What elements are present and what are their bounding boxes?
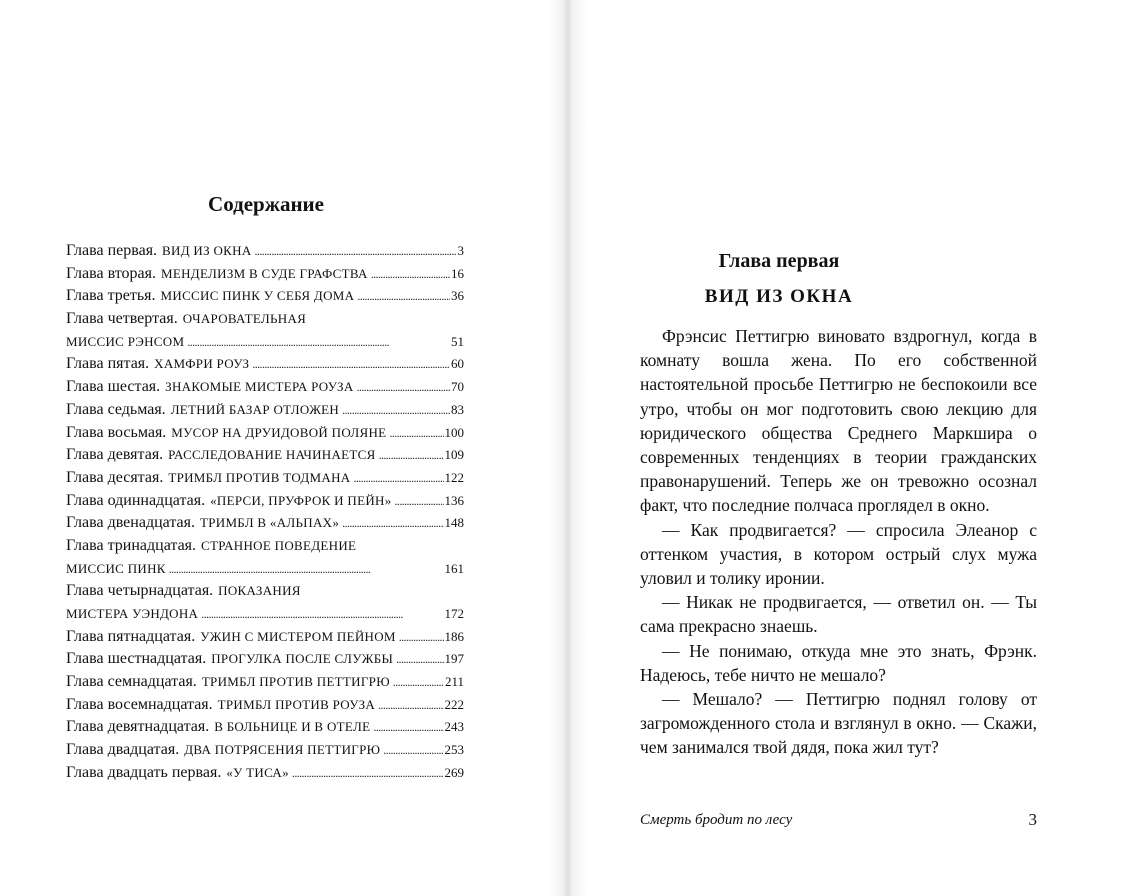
toc-chapter-label: Глава седьмая. bbox=[66, 400, 166, 418]
toc-chapter-label: Глава шестнадцатая. bbox=[66, 650, 207, 668]
paragraph: — Никак не продвигается, — ответил он. — Ты сама прекрасно знаешь. bbox=[640, 592, 1037, 637]
toc-leader-dots bbox=[357, 285, 450, 308]
paragraph: Фрэнсис Петтигрю виновато вздрогнул, когда в комнату вошла жена. По его собственной настоятельной просьбе Петтигрю не беспокоили все утро, чтобы он мог подготовить свою лекцию для юридического общества Среднего Маркшира о современных тенденциях в теории гражданских правонарушений. Теперь же он тревожно осознал факт, что последние полчаса проглядел в окно. bbox=[640, 326, 1037, 516]
toc-chapter-title: ХАМФРИ РОУЗ bbox=[154, 356, 250, 372]
toc-entry bbox=[66, 399, 464, 422]
toc-chapter-title: ДВА ПОТРЯСЕНИЯ ПЕТТИГРЮ bbox=[184, 742, 381, 758]
toc-leader-dots bbox=[393, 671, 444, 694]
toc-page-number: 172 bbox=[444, 606, 464, 621]
toc-chapter-title: «ПЕРСИ, ПРУФРОК И ПЕЙН» bbox=[210, 492, 392, 508]
toc-leader-dots bbox=[187, 331, 450, 354]
toc-chapter-label: Глава четырнадцатая. bbox=[66, 582, 214, 600]
toc-chapter-label: Глава вторая. bbox=[66, 264, 156, 282]
toc-chapter-label: Глава двадцать первая. bbox=[66, 763, 222, 781]
toc-chapter-title-cont: МИСТЕРА УЭНДОНА bbox=[66, 606, 199, 621]
toc-entry bbox=[66, 671, 464, 694]
toc-entry bbox=[66, 762, 464, 785]
toc-chapter-title: ПРОГУЛКА ПОСЛЕ СЛУЖБЫ bbox=[211, 651, 394, 667]
toc-page-number: 36 bbox=[451, 288, 464, 304]
toc-leader-dots bbox=[255, 240, 457, 263]
chapter-text bbox=[640, 324, 1037, 760]
toc-chapter-title: ЗНАКОМЫЕ МИСТЕРА РОУЗА bbox=[165, 379, 354, 395]
toc-entry bbox=[66, 694, 464, 717]
toc-entry bbox=[66, 240, 464, 263]
toc-leader-dots bbox=[373, 716, 443, 739]
toc-chapter-title: В БОЛЬНИЦЕ И В ОТЕЛЕ bbox=[214, 719, 371, 735]
toc-page-number: 243 bbox=[444, 719, 464, 735]
toc-chapter-title: ТРИМБЛ ПРОТИВ РОУЗА bbox=[217, 696, 376, 712]
toc-entry bbox=[66, 716, 464, 739]
toc-chapter-label: Глава первая. bbox=[66, 242, 158, 259]
toc-leader-dots bbox=[201, 603, 443, 626]
toc-chapter-label: Глава десятая. bbox=[66, 468, 164, 486]
toc-chapter-title: УЖИН С МИСТЕРОМ ПЕЙНОМ bbox=[200, 628, 396, 644]
toc-leader-dots bbox=[396, 648, 443, 671]
toc-entry bbox=[66, 739, 464, 762]
toc-chapter-label: Глава семнадцатая. bbox=[66, 673, 197, 691]
paragraph: — Не понимаю, откуда мне это знать, Фрэнк. Надеюсь, тебе ничто не мешало? bbox=[640, 640, 1037, 685]
toc-title: Содержание bbox=[208, 192, 324, 216]
page-number: 3 bbox=[1028, 810, 1037, 829]
toc-page-number: 222 bbox=[444, 696, 464, 712]
toc-leader-dots bbox=[383, 739, 443, 762]
toc-chapter-label: Глава тринадцатая. bbox=[66, 536, 197, 554]
toc-entry bbox=[66, 580, 464, 603]
toc-page-number: 253 bbox=[444, 742, 464, 758]
toc-entry bbox=[66, 285, 464, 308]
toc-chapter-title: ОЧАРОВАТЕЛЬНАЯ bbox=[182, 311, 307, 327]
toc-page-number: 161 bbox=[444, 560, 464, 576]
toc-chapter-label: Глава восьмая. bbox=[66, 423, 167, 441]
toc-page-number: 100 bbox=[444, 424, 464, 440]
toc-chapter-label: Глава восемнадцатая. bbox=[66, 695, 213, 713]
toc-chapter-label: Глава двадцатая. bbox=[66, 741, 180, 759]
toc-page-number: 60 bbox=[451, 356, 464, 372]
toc-page-number: 197 bbox=[444, 651, 464, 667]
toc-chapter-title: МИССИС ПИНК У СЕБЯ ДОМА bbox=[160, 288, 355, 304]
toc-page-number: 269 bbox=[444, 764, 464, 780]
toc-leader-dots bbox=[399, 626, 444, 649]
toc-page-number: 83 bbox=[451, 401, 464, 417]
toc-chapter-label: Глава четвертая. bbox=[66, 310, 178, 328]
toc-leader-dots bbox=[378, 694, 443, 717]
toc-leader-dots bbox=[292, 762, 444, 785]
toc-page-number: 148 bbox=[444, 515, 464, 531]
toc-chapter-title-cont: МИССИС ПИНК bbox=[66, 560, 166, 576]
toc-page-number: 186 bbox=[444, 628, 464, 644]
toc-chapter-title: МЕНДЕЛИЗМ В СУДЕ ГРАФСТВА bbox=[160, 265, 368, 281]
toc-chapter-label: Глава третья. bbox=[66, 287, 156, 305]
toc-leader-dots bbox=[357, 376, 450, 399]
toc-page-number: 109 bbox=[444, 447, 464, 463]
toc-chapter-title: СТРАННОЕ ПОВЕДЕНИЕ bbox=[201, 537, 357, 553]
toc-leader-dots bbox=[252, 353, 450, 376]
toc-entry-continued bbox=[66, 558, 464, 581]
chapter-title: ВИД ИЗ ОКНА bbox=[704, 286, 854, 307]
paragraph: — Мешало? — Петтигрю поднял голову от загроможденного стола и взглянул в окно. — Скажи, чем занимался твой дядя, пока жил тут? bbox=[640, 689, 1037, 758]
table-of-contents bbox=[66, 240, 464, 785]
toc-leader-dots bbox=[389, 422, 443, 445]
toc-chapter-label: Глава одиннадцатая. bbox=[66, 491, 206, 509]
toc-page-number: 3 bbox=[457, 243, 464, 258]
toc-entry bbox=[66, 422, 464, 445]
toc-chapter-title-cont: МИССИС РЭНСОМ bbox=[66, 333, 185, 349]
toc-entry bbox=[66, 444, 464, 467]
toc-leader-dots bbox=[342, 399, 450, 422]
toc-entry bbox=[66, 353, 464, 376]
toc-chapter-title: ТРИМБЛ ПРОТИВ ТОДМАНА bbox=[168, 469, 351, 485]
chapter-label: Глава первая bbox=[718, 250, 840, 272]
toc-entry-continued bbox=[66, 331, 464, 354]
toc-chapter-label: Глава пятая. bbox=[66, 355, 150, 373]
toc-chapter-title: ТРИМБЛ ПРОТИВ ПЕТТИГРЮ bbox=[201, 674, 390, 690]
toc-leader-dots bbox=[379, 444, 444, 467]
paragraph: — Как продвигается? — спросила Элеанор с оттенком участия, в котором острый слух мужа уловил и толику иронии. bbox=[640, 519, 1037, 589]
toc-page-number: 122 bbox=[444, 469, 464, 485]
toc-chapter-title: ЛЕТНИЙ БАЗАР ОТЛОЖЕН bbox=[170, 401, 340, 417]
toc-entry bbox=[66, 490, 464, 513]
toc-page-number: 16 bbox=[451, 265, 464, 281]
toc-chapter-title: «У ТИСА» bbox=[226, 764, 289, 780]
toc-chapter-label: Глава девятнадцатая. bbox=[66, 718, 210, 736]
toc-entry bbox=[66, 535, 464, 558]
toc-entry-continued bbox=[66, 603, 464, 626]
toc-entry bbox=[66, 308, 464, 331]
toc-entry bbox=[66, 626, 464, 649]
toc-chapter-label: Глава девятая. bbox=[66, 446, 164, 464]
running-footer-title: Смерть бродит по лесу bbox=[640, 812, 793, 828]
toc-page-number: 136 bbox=[444, 492, 464, 508]
toc-chapter-label: Глава шестая. bbox=[66, 378, 161, 396]
toc-chapter-label: Глава двенадцатая. bbox=[66, 514, 195, 532]
toc-chapter-label: Глава пятнадцатая. bbox=[66, 627, 196, 645]
toc-entry bbox=[66, 263, 464, 286]
toc-page-number: 51 bbox=[451, 333, 464, 349]
toc-entry bbox=[66, 467, 464, 490]
toc-page-number: 211 bbox=[444, 674, 464, 690]
toc-chapter-title: ТРИМБЛ В «АЛЬПАХ» bbox=[199, 515, 340, 531]
toc-entry bbox=[66, 512, 464, 535]
toc-leader-dots bbox=[342, 512, 443, 535]
toc-page-number: 70 bbox=[451, 379, 464, 395]
toc-chapter-title: МУСОР НА ДРУИДОВОЙ ПОЛЯНЕ bbox=[171, 424, 387, 440]
toc-chapter-title: ВИД ИЗ ОКНА bbox=[162, 243, 252, 258]
toc-chapter-title: ПОКАЗАНИЯ bbox=[218, 583, 301, 599]
toc-leader-dots bbox=[169, 558, 444, 581]
toc-leader-dots bbox=[353, 467, 443, 490]
toc-entry bbox=[66, 376, 464, 399]
toc-entry bbox=[66, 648, 464, 671]
toc-chapter-title: РАССЛЕДОВАНИЕ НАЧИНАЕТСЯ bbox=[168, 447, 376, 463]
toc-leader-dots bbox=[395, 490, 444, 513]
toc-leader-dots bbox=[371, 263, 450, 286]
